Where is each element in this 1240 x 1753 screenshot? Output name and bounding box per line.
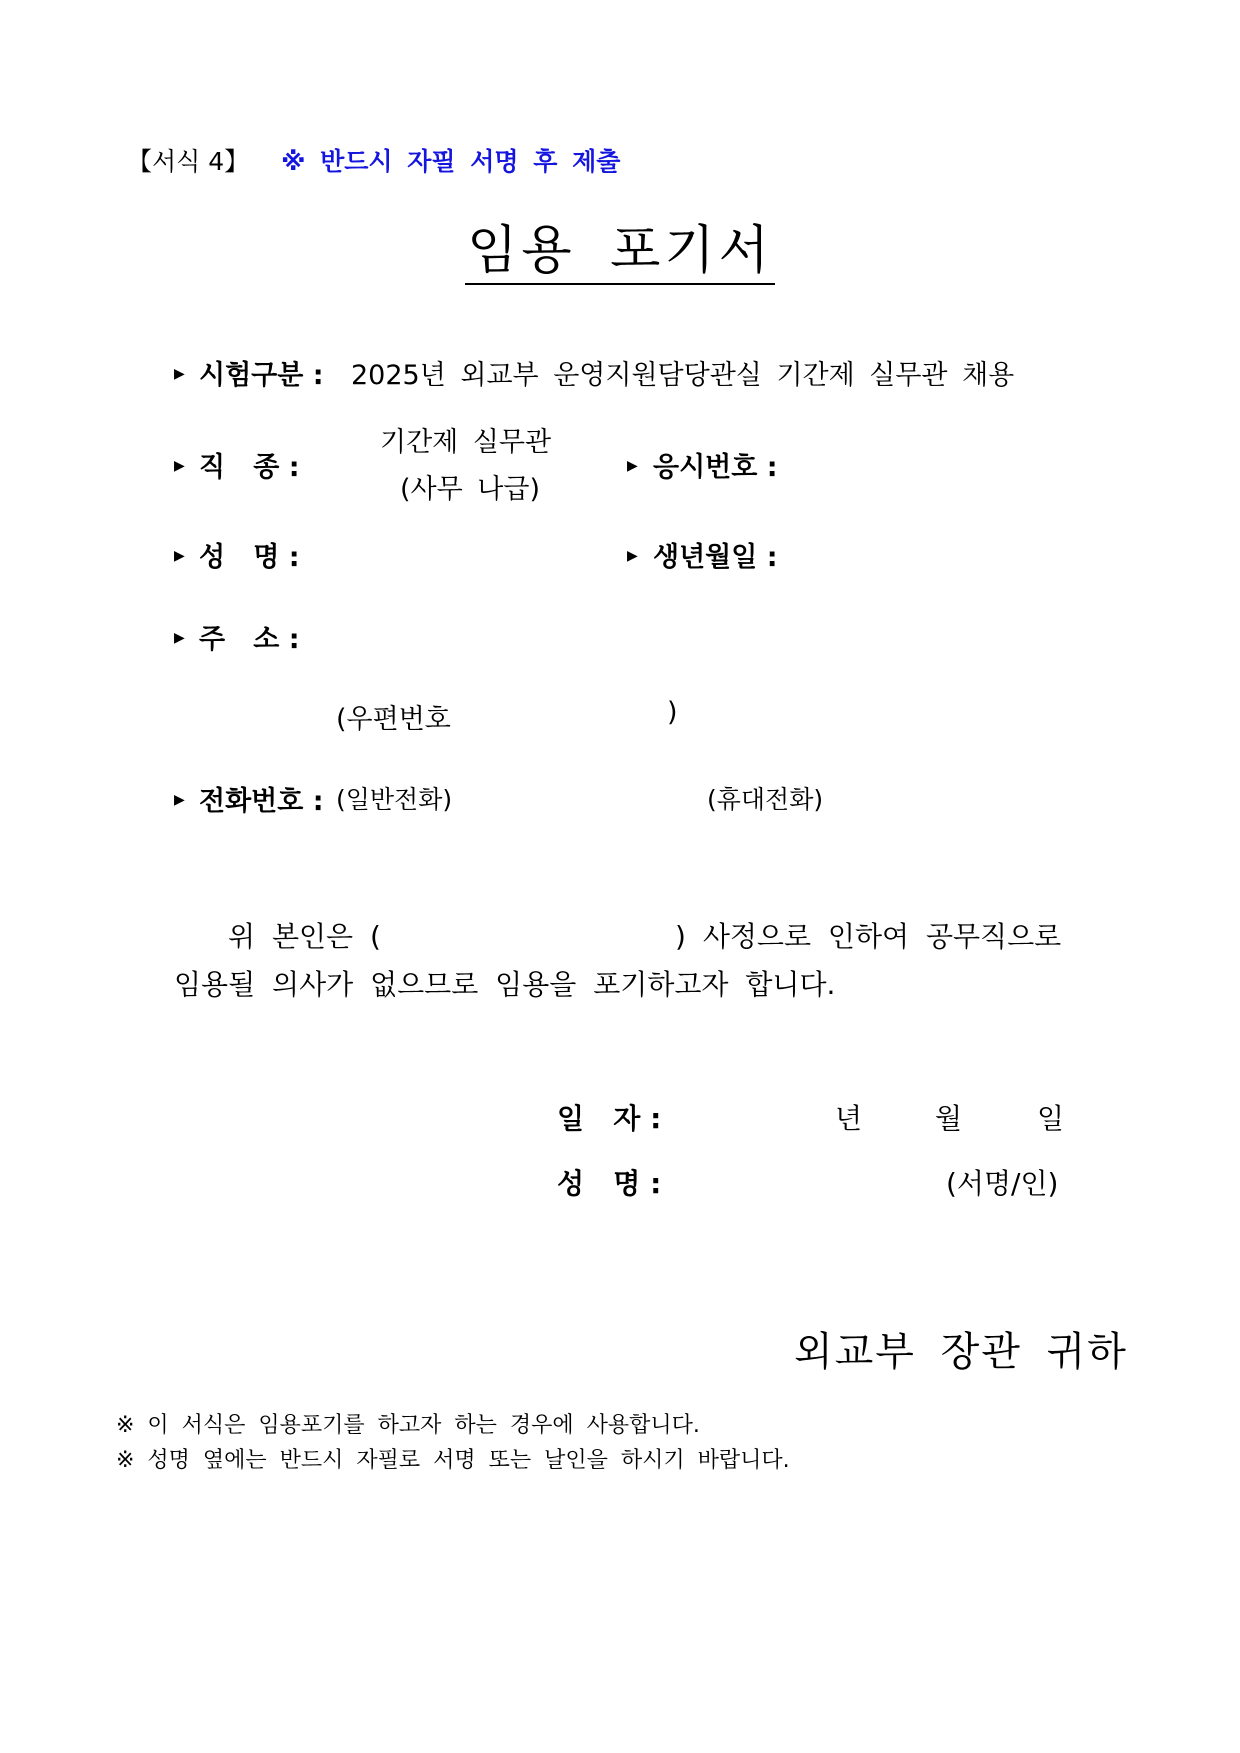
addressee: 외교부 장관 귀하 xyxy=(794,1329,1128,1375)
statement-line1-end: ) 사정으로 인하여 공무직으로 xyxy=(675,920,1062,953)
job-value-line2: (사무 나급) xyxy=(400,474,540,505)
name-label: 성 명 : xyxy=(199,542,300,573)
signature-name-label: 성 명 : xyxy=(557,1167,662,1200)
seal-placeholder: (서명/인) xyxy=(946,1167,1059,1200)
exam-label: 시험구분 : xyxy=(199,360,324,391)
bullet-icon: ▶ xyxy=(627,548,638,564)
bullet-icon: ▶ xyxy=(174,792,185,808)
address-label: 주 소 : xyxy=(199,624,300,655)
landline-label: (일반전화) xyxy=(336,785,453,814)
bullet-icon: ▶ xyxy=(174,548,185,564)
phone-label: 전화번호 : xyxy=(199,786,324,817)
month-unit: 월 xyxy=(935,1102,963,1135)
form-header xyxy=(127,142,620,178)
document-title xyxy=(0,208,1240,283)
exam-value: 2025년 외교부 운영지원담당관실 기간제 실무관 채용 xyxy=(351,360,1015,391)
statement-line2: 임용될 의사가 없으므로 임용을 포기하고자 합니다. xyxy=(174,968,836,1001)
bullet-icon: ▶ xyxy=(627,458,638,474)
job-value-line1: 기간제 실무관 xyxy=(380,427,552,458)
submission-note: ※ 반드시 자필 서명 후 제출 xyxy=(281,147,621,176)
year-unit: 년 xyxy=(835,1102,863,1135)
bullet-icon: ▶ xyxy=(174,458,185,474)
date-label: 일 자 : xyxy=(557,1102,662,1135)
mobile-label: (휴대전화) xyxy=(707,785,824,814)
footnote-1: ※ 이 서식은 임용포기를 하고자 하는 경우에 사용합니다. xyxy=(116,1413,700,1438)
bullet-icon: ▶ xyxy=(174,630,185,646)
statement-line1-start: 위 본인은 ( xyxy=(228,920,381,953)
job-label: 직 종 : xyxy=(199,452,300,483)
birth-date-label: 생년월일 : xyxy=(653,542,778,573)
footnote-2: ※ 성명 옆에는 반드시 자필로 서명 또는 날인을 하시기 바랍니다. xyxy=(116,1448,790,1473)
day-unit: 일 xyxy=(1037,1102,1065,1135)
bullet-icon: ▶ xyxy=(174,366,185,382)
form-number: 【서식 4】 xyxy=(127,147,250,176)
applicant-number-label: 응시번호 : xyxy=(653,452,778,483)
postal-code-close: ) xyxy=(667,697,678,728)
title-text: 임용 포기서 xyxy=(465,221,775,285)
postal-code-open: (우편번호 xyxy=(336,704,451,735)
